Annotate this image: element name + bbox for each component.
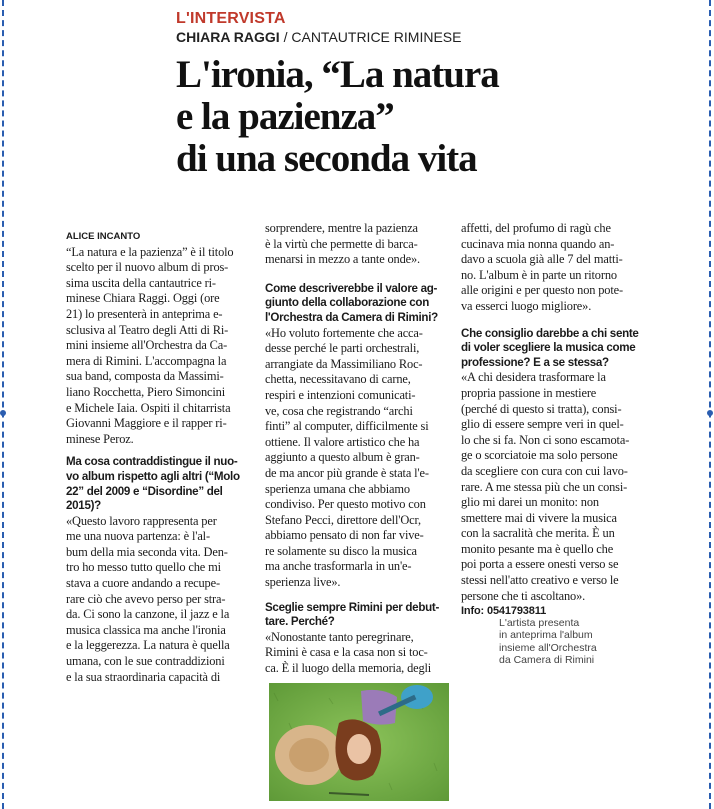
text-line: 2015)? — [66, 499, 101, 513]
headline — [176, 54, 696, 180]
text-line: rare. A me stessa più che un consi- — [461, 479, 628, 494]
byline — [176, 29, 461, 45]
text-line: alle origini e per questo non pote- — [461, 283, 623, 298]
text-line: sperienza umana che abbiamo — [265, 481, 410, 496]
text-line: musica classica ma anche l'ironia — [66, 622, 226, 637]
text-line: ve, cosa che registrando “archi — [265, 403, 413, 418]
text-line: ma anche trasformarla in un'e- — [265, 559, 412, 574]
text-line: monito pesante ma è quello che — [461, 541, 614, 556]
text-line: e la sua straordinaria capacità di — [66, 669, 221, 684]
text-line: menarsi in mezzo a tante onde». — [265, 252, 420, 267]
headline-line: di una seconda vita — [176, 137, 477, 180]
text-line: liano Rocchetta, Piero Simoncini — [66, 384, 226, 399]
text-line: ca. È il luogo della memoria, degli — [265, 661, 432, 676]
text-line: me una nuova partenza: è l'al- — [66, 529, 210, 544]
text-line: insieme all'Orchestra — [499, 641, 597, 654]
article-photo — [269, 683, 449, 801]
text-line: bum della mia seconda vita. Den- — [66, 544, 228, 559]
text-line: tare. Perché? — [265, 615, 335, 629]
text-line: lo che si fa. Non ci sono escamota- — [461, 432, 630, 447]
text-line: con la sacralità che merita. È un — [461, 526, 615, 541]
photo-guitar-singer-icon — [269, 683, 449, 801]
text-line: Stefano Pecci, direttore dell'Ocr, — [265, 512, 421, 527]
text-line: finti” al computer, difficilmente si — [265, 419, 429, 434]
text-line: sima uscita della cantautrice ri- — [66, 275, 216, 290]
text-line: “La natura e la pazienza” è il titolo — [66, 244, 234, 259]
answer-3 — [265, 630, 455, 677]
article-column-3 — [461, 221, 651, 620]
text-line: tro ho messo tutto quello che mi — [66, 560, 221, 575]
text-line: re solamente su disco la musica — [265, 543, 417, 558]
question-4 — [461, 327, 651, 371]
intro-paragraph — [66, 245, 254, 448]
text-line: davo a scuola già alle 7 del matti- — [461, 252, 623, 267]
text-line: «Questo lavoro rappresenta per — [66, 513, 217, 528]
text-line: scelto per il nuovo album di pros- — [66, 260, 229, 275]
text-line: Che consiglio darebbe a chi sente — [461, 326, 639, 340]
text-line: umana, con le sue contraddizioni — [66, 654, 225, 669]
page-edge-left — [2, 0, 4, 809]
answer-4 — [461, 370, 651, 604]
answer-3-continued — [461, 221, 651, 315]
answer-2 — [265, 326, 455, 591]
text-line: stava a cuore andando a recupe- — [66, 576, 220, 591]
answer-1 — [66, 514, 254, 686]
text-line: stessi nell'atto creativo e verso le — [461, 573, 619, 588]
text-line: mera di Rimini. L'accompagna la — [66, 353, 227, 368]
question-3 — [265, 601, 455, 630]
text-line: vo album rispetto agli altri (“Molo — [66, 469, 240, 483]
text-line: da Camera di Rimini — [499, 654, 595, 667]
text-line: persone che ti ascoltano». — [461, 588, 586, 603]
text-line: arrangiate da Massimiliano Roc- — [265, 356, 423, 371]
text-line: professione? E a se stessa? — [461, 355, 609, 369]
text-line: «Ho voluto fortemente che acca- — [265, 325, 423, 340]
text-line: sclusiva al Teatro degli Atti di Ri- — [66, 322, 229, 337]
text-line: l'Orchestra da Camera di Rimini? — [265, 310, 438, 324]
text-line: giunto della collaborazione con — [265, 296, 429, 310]
margin-marker-right — [707, 410, 713, 416]
section-kicker: L'INTERVISTA — [176, 10, 286, 27]
text-line: de ma ancor più grande è stata l'e- — [265, 465, 429, 480]
text-line: da scegliere con cura con cui lavo- — [461, 463, 628, 478]
question-1 — [66, 455, 254, 513]
text-line: chetta, necessitavano di carne, — [265, 372, 411, 387]
byline-name: CHIARA RAGGI — [176, 29, 280, 45]
text-line: in anteprima l'album — [499, 629, 593, 642]
text-line: respiri e intenzioni comunicati- — [265, 387, 416, 402]
text-line: L'artista presenta — [499, 617, 580, 629]
text-line: condiviso. Per questo motivo con — [265, 497, 426, 512]
text-line: ge o scorciatoie ma solo persone — [461, 448, 618, 463]
text-line: ottiene. Il valore artistico che ha — [265, 434, 420, 449]
text-line: glio mi darei un monito: non — [461, 495, 599, 510]
text-line: smettere mai di vivere la musica — [461, 510, 617, 525]
text-line: da. Ci sono la canzone, il jazz e la — [66, 607, 230, 622]
text-line: sua band, composta da Massimi- — [66, 369, 224, 384]
page-edge-right — [709, 0, 711, 809]
text-line: mini insieme all'Orchestra da Ca- — [66, 338, 228, 353]
text-line: (perché di questo si tratta), consi- — [461, 401, 622, 416]
question-2 — [265, 282, 455, 326]
author-name: ALICE INCANTO — [66, 231, 141, 242]
byline-separator: / — [279, 29, 292, 45]
text-line: aggiunto a questo album è gran- — [265, 450, 420, 465]
byline-role: CANTAUTRICE RIMINESE — [291, 29, 462, 45]
text-line: di voler scegliere la musica come — [461, 341, 636, 355]
text-line: abbiamo pensato di non far vive- — [265, 528, 424, 543]
text-line: Sceglie sempre Rimini per debut- — [265, 600, 440, 614]
article-column-2 — [265, 221, 455, 677]
text-line: è la virtù che permette di barca- — [265, 236, 418, 251]
text-line: Ma cosa contraddistingue il nuo- — [66, 455, 238, 469]
text-line: minese Peroz. — [66, 431, 134, 446]
text-line: va esserci luogo migliore». — [461, 298, 592, 313]
text-line: minese Chiara Raggi. Oggi (ore — [66, 291, 220, 306]
text-line: Giovanni Maggiore e il rapper ri- — [66, 416, 227, 431]
text-line: 21) lo presenterà in anteprima e- — [66, 306, 223, 321]
text-line: affetti, del profumo di ragù che — [461, 221, 611, 235]
text-line: cucinava mia nonna quando an- — [461, 236, 615, 251]
margin-marker-left — [0, 410, 6, 416]
text-line: e la leggerezza. La natura è quella — [66, 638, 230, 653]
text-line: poi porta a essere onesti verso se — [461, 557, 619, 572]
text-line: rare ciò che avevo perso per stra- — [66, 591, 226, 606]
text-line: desse perché le parti orchestrali, — [265, 341, 420, 356]
text-line: no. L'album è in parte un ritorno — [461, 267, 617, 282]
text-line: «A chi desidera trasformare la — [461, 370, 606, 385]
text-line: sperienza live». — [265, 575, 341, 590]
text-line: propria passione in mestiere — [461, 385, 597, 400]
headline-line: e la pazienza” — [176, 95, 394, 138]
article-column-1 — [66, 229, 254, 685]
text-line: glio di essere sempre veri in quel- — [461, 417, 624, 432]
answer-1-continued — [265, 221, 455, 268]
info-phone: Info: 0541793811 — [461, 605, 547, 618]
text-line: «Nonostante tanto peregrinare, — [265, 629, 414, 644]
text-line: sorprendere, mentre la pazienza — [265, 221, 418, 235]
text-line: Rimini è casa e la casa non si toc- — [265, 645, 428, 660]
text-line: 22” del 2009 e “Disordine” del — [66, 484, 223, 498]
text-line: e Michele Iaia. Ospiti il chitarrista — [66, 400, 231, 415]
headline-line: L'ironia, “La natura — [176, 53, 499, 96]
photo-caption — [499, 617, 629, 667]
text-line: Come descriverebbe il valore ag- — [265, 281, 438, 295]
